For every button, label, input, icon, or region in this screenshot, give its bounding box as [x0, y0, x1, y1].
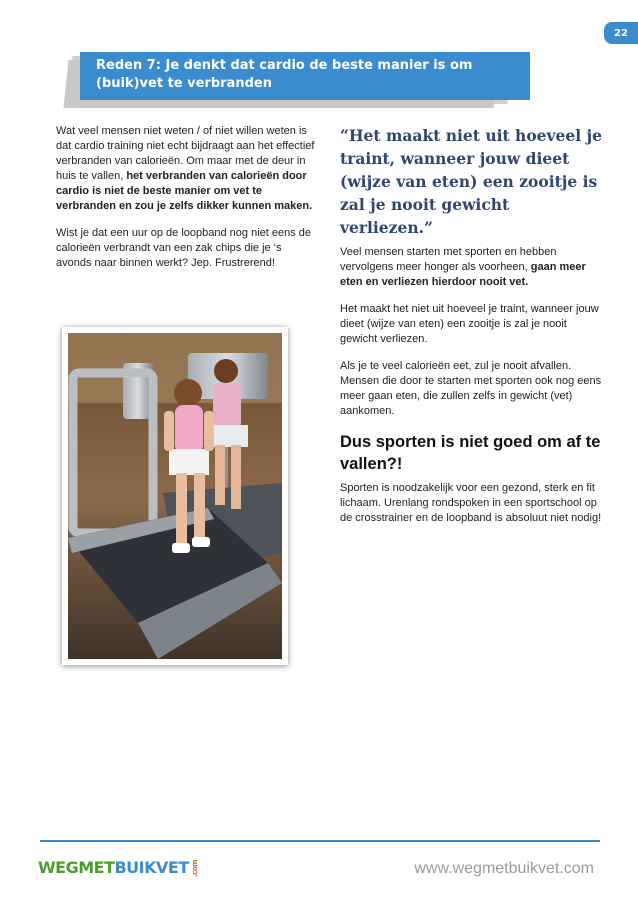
section-title-line-1: Reden 7: Je denkt dat cardio de beste manier is om	[96, 58, 473, 73]
left-paragraph-1	[56, 124, 318, 214]
treadmill-photo	[68, 333, 282, 659]
left-paragraph-1-text: Wat veel mensen niet weten / of niet willen weten is dat cardio training niet echt bijdraagt aan het effectief verbranden van calorieën. Om maar met de deur in huis te vallen,	[56, 125, 315, 182]
left-paragraph-1-bold: het verbranden van calorieën door cardio is niet de beste manier om vet te verbranden en zou je zelfs dikker kunnen maken.	[56, 170, 313, 212]
right-paragraph-1	[340, 245, 606, 290]
section-title-line-2: (buik)vet te verbranden	[96, 76, 272, 91]
page-number-badge: 22	[604, 22, 638, 44]
subheading: Dus sporten is niet goed om af te vallen?!	[340, 433, 601, 473]
right-paragraph-1-bold: gaan meer eten en verliezen hierdoor nooit vet.	[340, 261, 586, 288]
footer-logo[interactable]	[38, 858, 199, 877]
footer-divider	[40, 840, 600, 842]
right-column	[340, 124, 606, 538]
logo-text-wegmet: WEGMET	[38, 858, 115, 877]
logo-text-buikvet: BUIKVET	[114, 858, 189, 877]
logo-text-com: .com	[190, 860, 199, 877]
right-paragraph-3: Als je te veel calorieën eet, zul je nooit afvallen. Mensen die door te starten met sporten ook nog eens meer gaan eten, die zullen zelfs in gewicht (vet) aankomen.	[340, 360, 602, 417]
footer-website-link[interactable]: www.wegmetbuikvet.com	[414, 860, 594, 877]
section-banner	[70, 52, 530, 108]
pull-quote: “Het maakt niet uit hoeveel je traint, wanneer jouw dieet (wijze van eten) een zooitje is zal je nooit gewicht verliezen.”	[340, 126, 603, 237]
right-paragraph-2: Het maakt het niet uit hoeveel je traint, wanneer jouw dieet (wijze van eten) een zooitje is zal je nooit gewicht verliezen.	[340, 303, 599, 345]
right-paragraph-1-text: Veel mensen starten met sporten en hebben vervolgens meer honger als voorheen,	[340, 246, 557, 273]
left-paragraph-2: Wist je dat een uur op de loopband nog niet eens de calorieën verbrandt van een zak chips die je ‘s avonds naar binnen werkt? Jep. Frustrerend!	[56, 227, 312, 269]
treadmill-photo-illustration	[68, 333, 282, 659]
right-paragraph-4: Sporten is noodzakelijk voor een gezond, sterk en fit lichaam. Urenlang rondspoken in een sportschool op de crosstrainer en de loopband is absoluut niet nodig!	[340, 482, 602, 524]
treadmill-photo-frame	[62, 327, 288, 665]
left-column	[56, 124, 318, 283]
section-title	[80, 52, 530, 100]
